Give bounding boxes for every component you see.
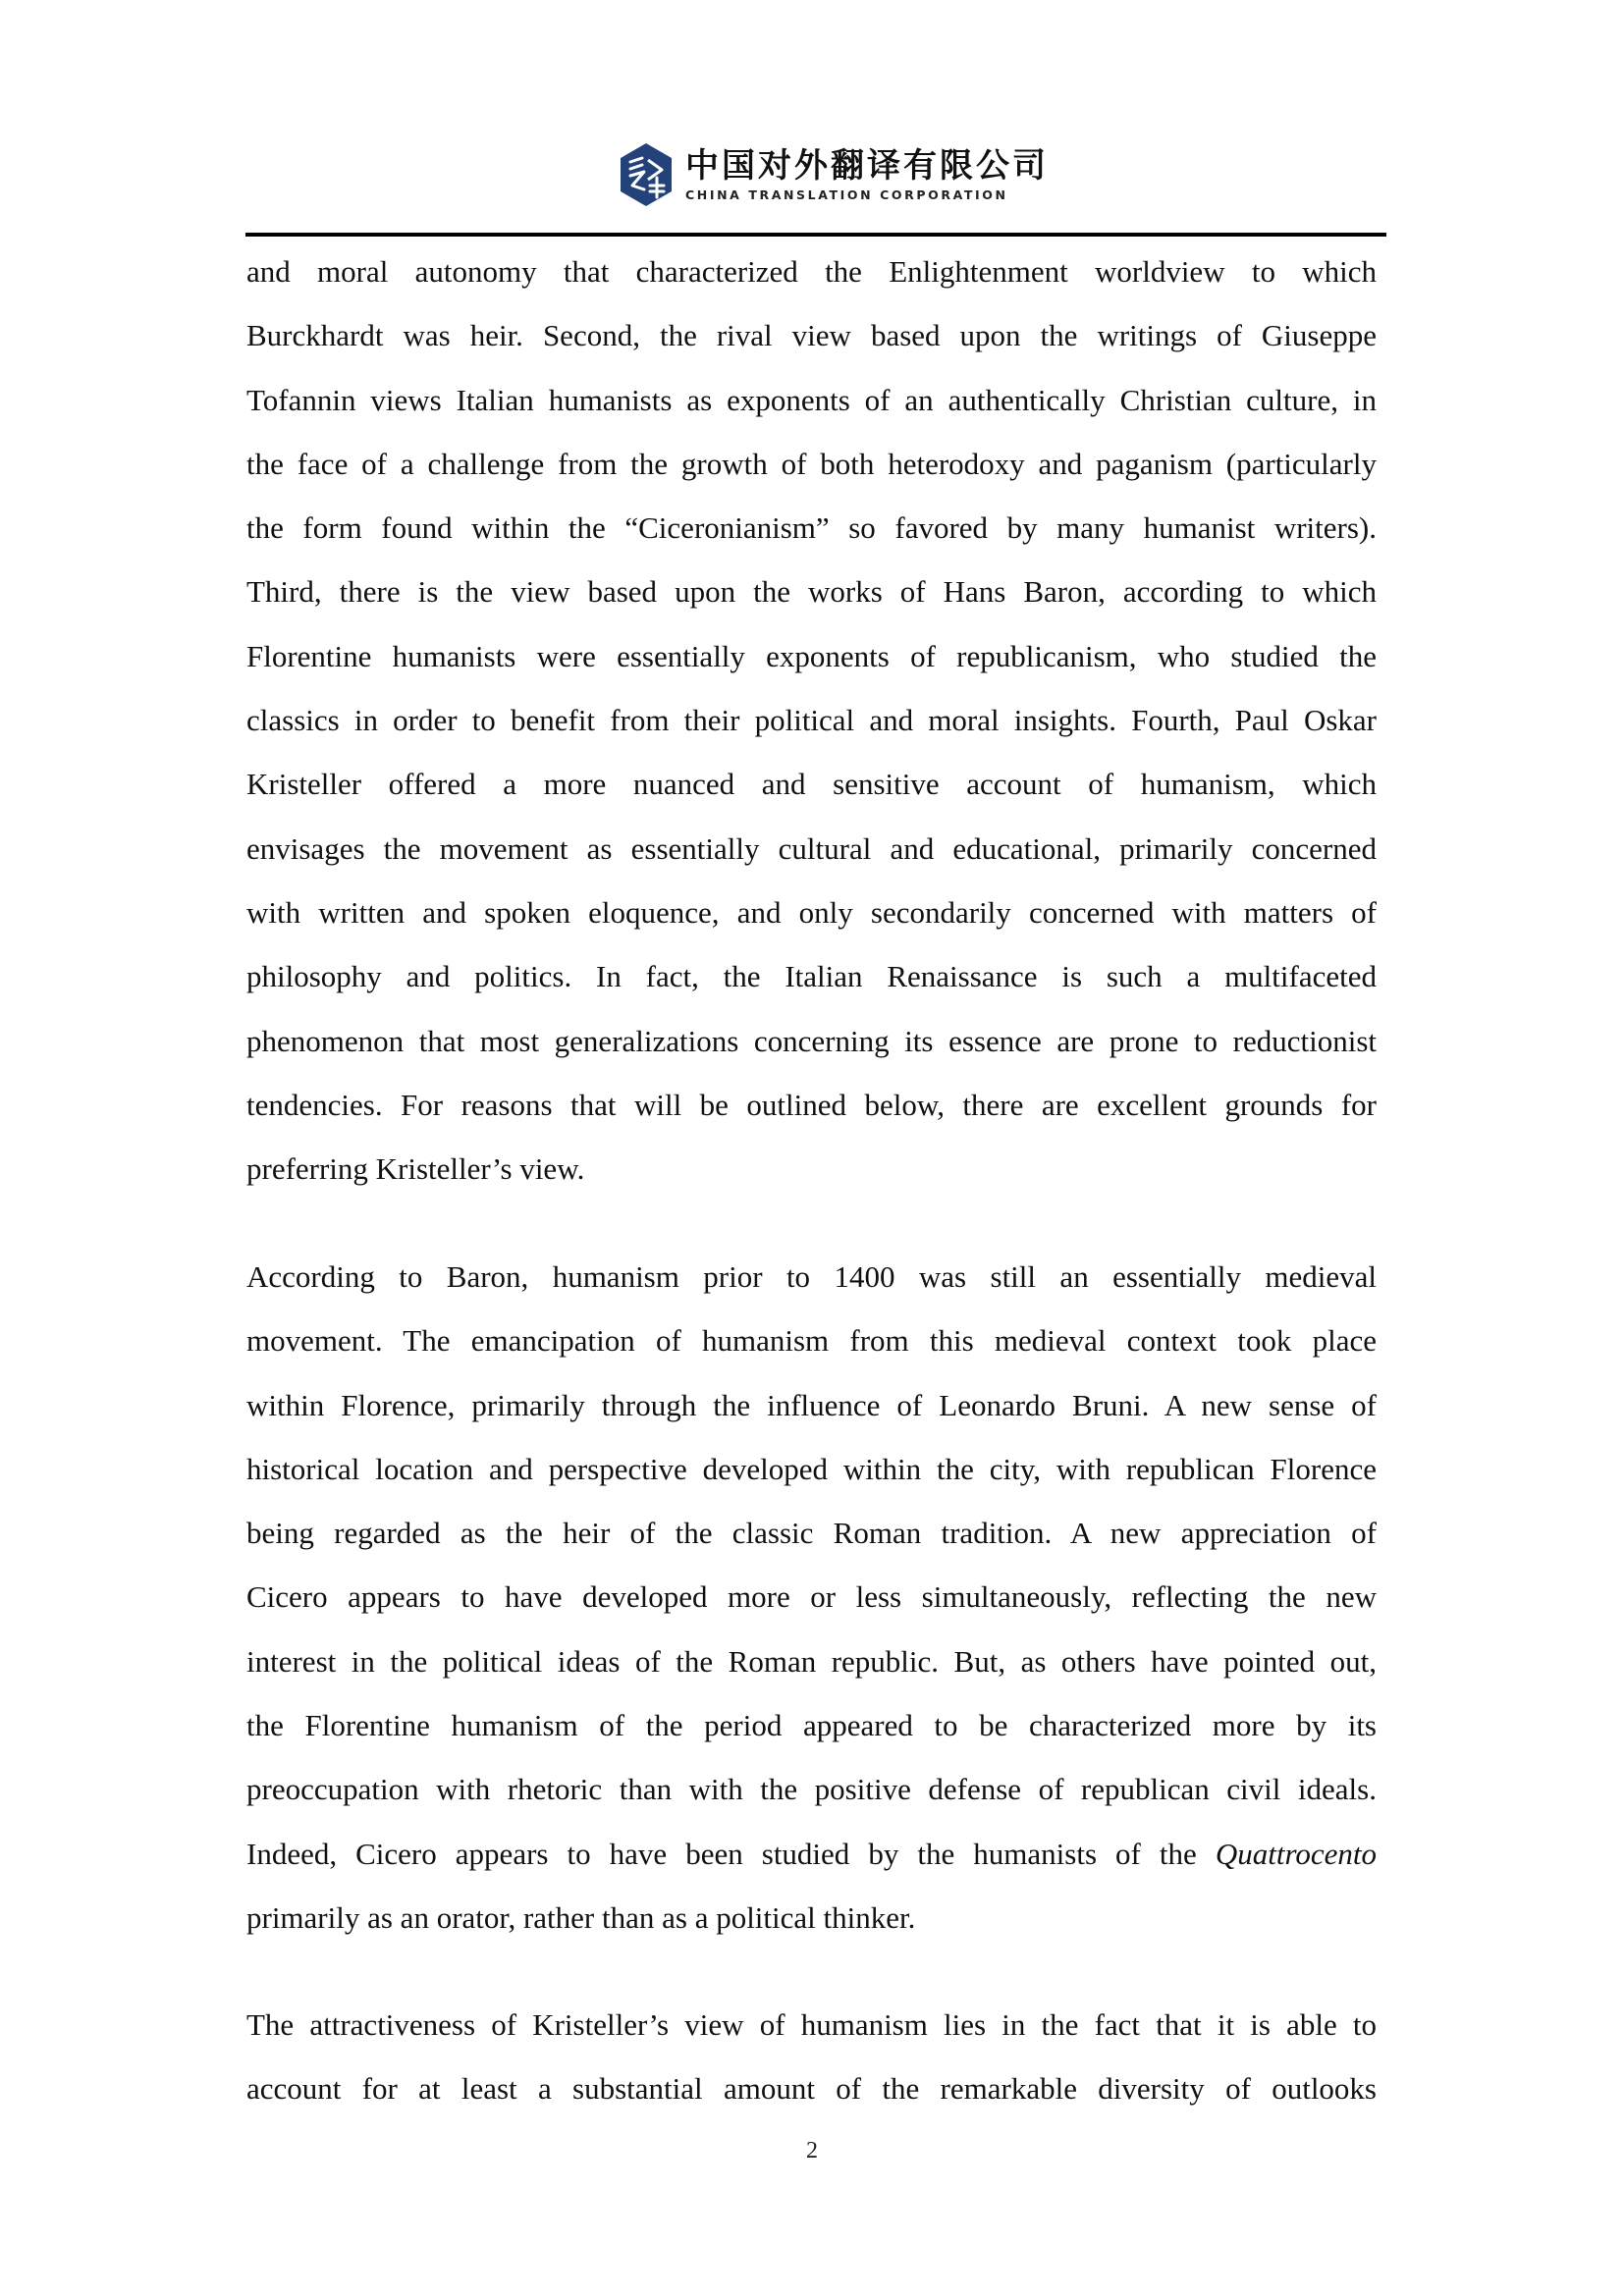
- text-line: account for at least a substantial amount of the remarkable diversity of outlooks: [246, 2071, 1377, 2107]
- text-line: and moral autonomy that characterized the Enlightenment worldview to which: [246, 254, 1377, 289]
- text-line: the form found within the “Ciceronianism” so favored by many humanist writers).: [246, 510, 1377, 546]
- text-line: Florentine humanists were essentially exponents of republicanism, who studied the: [246, 638, 1377, 673]
- text-line: within Florence, primarily through the influence of Leonardo Bruni. A new sense of: [246, 1387, 1377, 1422]
- text-line: tendencies. For reasons that will be outlined below, there are excellent grounds for: [246, 1087, 1377, 1122]
- text-line: phenomenon that most generalizations concerning its essence are prone to reductionist: [246, 1023, 1377, 1058]
- page-number: 2: [806, 2138, 818, 2163]
- text-line: Cicero appears to have developed more or less simultaneously, reflecting the new: [246, 1579, 1377, 1615]
- text-line: historical location and perspective developed within the city, with republican Florence: [246, 1451, 1377, 1486]
- text-line: According to Baron, humanism prior to 1400 was still an essentially medieval: [246, 1259, 1377, 1294]
- text-line: with written and spoken eloquence, and only secondarily concerned with matters of: [246, 894, 1377, 930]
- header-divider: [245, 233, 1386, 237]
- paragraph-2: [246, 1245, 1377, 1949]
- italic-term: Quattrocento: [1215, 1836, 1377, 1871]
- text-line: primarily as an orator, rather than as a political thinker.: [246, 1899, 916, 1935]
- text-line: philosophy and politics. In fact, the Italian Renaissance is such a multifaceted: [246, 959, 1377, 994]
- text-line: envisages the movement as essentially cultural and educational, primarily concerned: [246, 830, 1377, 866]
- company-name-chinese: 中国对外翻译有限公司: [685, 146, 1049, 186]
- text-line-with-italic: [246, 1822, 1377, 1886]
- text-line: classics in order to benefit from their political and moral insights. Fourth, Paul Oskar: [246, 703, 1377, 738]
- text-line: movement. The emancipation of humanism from this medieval context took place: [246, 1323, 1377, 1359]
- text-line: preferring Kristeller’s view.: [246, 1151, 585, 1187]
- text-line: being regarded as the heir of the classic Roman tradition. A new appreciation of: [246, 1516, 1377, 1551]
- china-translation-corporation-logo-icon: [619, 142, 674, 207]
- text-line: preoccupation with rhetoric than with the positive defense of republican civil ideals.: [246, 1772, 1377, 1807]
- text-line: Kristeller offered a more nuanced and sensitive account of humanism, which: [246, 767, 1377, 802]
- text-line: the face of a challenge from the growth of both heterodoxy and paganism (particularly: [246, 446, 1377, 481]
- text-run: Indeed, Cicero appears to have been studied by the humanists of the: [246, 1836, 1197, 1871]
- text-line: Third, there is the view based upon the works of Hans Baron, according to which: [246, 574, 1377, 610]
- text-line: interest in the political ideas of the Roman republic. But, as others have pointed out,: [246, 1643, 1377, 1679]
- text-line: Tofannin views Italian humanists as exponents of an authentically Christian culture, in: [246, 382, 1377, 417]
- text-line: the Florentine humanism of the period appeared to be characterized more by its: [246, 1708, 1377, 1743]
- company-header-logo: [619, 140, 1049, 209]
- paragraph-1: [246, 240, 1377, 1201]
- text-line: The attractiveness of Kristeller’s view of humanism lies in the fact that it is able to: [246, 2007, 1377, 2042]
- text-line: Burckhardt was heir. Second, the rival view based upon the writings of Giuseppe: [246, 318, 1377, 353]
- company-name-english: CHINA TRANSLATION CORPORATION: [685, 187, 1008, 202]
- paragraph-3: [246, 1993, 1377, 2121]
